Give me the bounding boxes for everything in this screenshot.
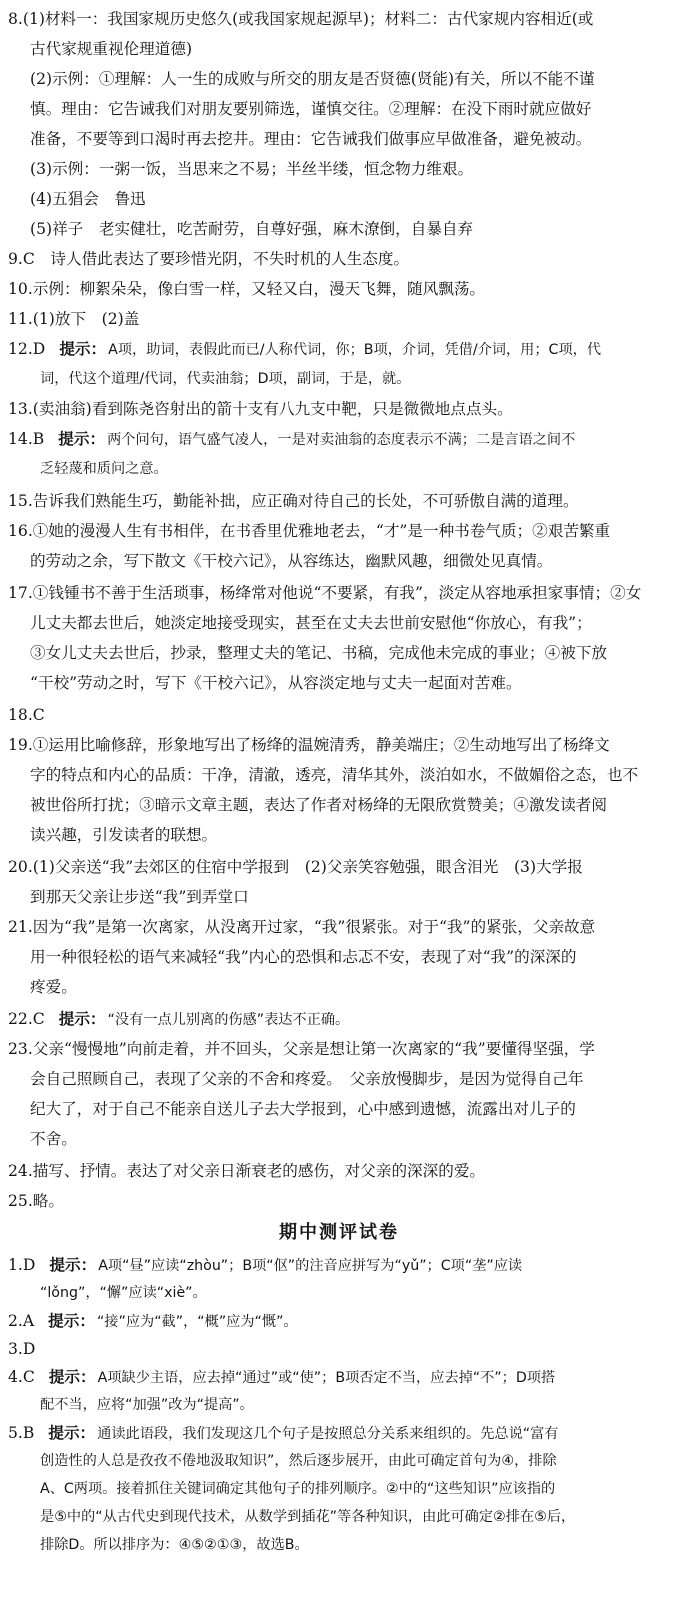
answer-22-hint: “没有一点儿别离的伤感”表达不正确。 <box>107 1012 350 1028</box>
mid-answer-1 <box>8 1250 672 1280</box>
hint-label: 提示： <box>58 1010 106 1028</box>
hint-label: 提示： <box>49 1256 97 1274</box>
mid-answer-2-hint: “接”应为“截”，“概”应为“慨”。 <box>96 1314 298 1330</box>
answer-23-cont2: 纪大了，对于自己不能亲自送儿子去大学报到，心中感到遗憾，流露出对儿子的 <box>30 1100 576 1118</box>
mid-answer-1-hint-cont: “lǒng”，“懈”应读“xiè”。 <box>40 1285 207 1301</box>
mid-answer-4-choice: 4.C <box>8 1368 35 1386</box>
answer-20: 20.(1)父亲送“我”去郊区的住宿中学报到 (2)父亲笑容勉强，眼含泪光 (3)大学报 <box>8 858 583 876</box>
mid-answer-2 <box>8 1306 672 1336</box>
answer-18: 18.C <box>8 706 45 724</box>
answer-8-4: (4)五猖会 鲁迅 <box>30 190 146 208</box>
mid-answer-4 <box>8 1362 672 1392</box>
mid-answer-4-hint: A项缺少主语，应去掉“通过”或“使”；B项否定不当，应去掉“不”；D项搭 <box>97 1370 556 1386</box>
answer-12 <box>8 334 672 364</box>
answer-23-cont3: 不舍。 <box>30 1130 77 1148</box>
answer-19: 19.①运用比喻修辞，形象地写出了杨绛的温婉清秀，静美端庄；②生动地写出了杨绛文 <box>8 736 610 754</box>
answer-22 <box>8 1004 672 1034</box>
answer-12-hint-cont: 词，代这个道理/代词，代卖油翁；D项，副词，于是，就。 <box>40 371 411 387</box>
answer-19-cont: 字的特点和内心的品质：干净，清澈，透亮，清华其外，淡泊如水，不做媚俗之态，也不 <box>30 766 639 784</box>
hint-label: 提示： <box>59 340 107 358</box>
section-title: 期中测评试卷 <box>279 1222 399 1243</box>
answer-12-hint: A项，助词，表假此而已/人称代词，你；B项，介词，凭借/介词，用；C项，代 <box>108 342 602 358</box>
answer-14-hint-cont: 乏轻蔑和质问之意。 <box>40 461 168 477</box>
answer-8-3: (3)示例：一粥一饭，当思来之不易；半丝半缕，恒念物力维艰。 <box>30 160 474 178</box>
answer-8-2-cont2: 准备，不要等到口渴时再去挖井。理由：它告诫我们做事应早做准备，避免被动。 <box>30 130 592 148</box>
answer-17-cont2: ③女儿丈夫去世后，抄录，整理丈夫的笔记、书稿，完成他未完成的事业；④被下放 <box>30 644 607 662</box>
answer-14 <box>8 424 672 454</box>
answer-23: 23.父亲“慢慢地”向前走着，并不回头，父亲是想让第一次离家的“我”要懂得坚强，学 <box>8 1040 595 1058</box>
answer-24: 24.描写、抒情。表达了对父亲日渐衰老的感伤，对父亲的深深的爱。 <box>8 1162 486 1180</box>
answer-8-2-cont: 慎。理由：它告诫我们对朋友要别筛选，谨慎交往。②理解：在没下雨时就应做好 <box>30 100 592 118</box>
answer-11: 11.(1)放下 (2)盖 <box>8 310 140 328</box>
answer-12-choice: 12.D <box>8 340 46 358</box>
answer-16: 16.①她的漫漫人生有书相伴，在书香里优雅地老去，“才”是一种书卷气质；②艰苦繁重 <box>8 522 611 540</box>
hint-label: 提示： <box>48 1312 95 1330</box>
mid-answer-5-hint-cont: 创造性的人总是孜孜不倦地汲取知识”，然后逐步展开，由此可确定首句为④，排除 <box>40 1453 557 1469</box>
answer-19-cont3: 读兴趣，引发读者的联想。 <box>30 826 218 844</box>
mid-answer-4-hint-cont: 配不当，应将“加强”改为“提高”。 <box>40 1397 254 1413</box>
mid-answer-5 <box>8 1418 672 1448</box>
answer-17-cont3: “干校”劳动之时，写下《干校六记》，从容淡定地与丈夫一起面对苦难。 <box>30 674 522 692</box>
hint-label: 提示： <box>58 430 106 448</box>
answer-19-cont2: 被世俗所打扰；③暗示文章主题，表达了作者对杨绛的无限欣赏赞美；④激发读者阅 <box>30 796 607 814</box>
answer-22-choice: 22.C <box>8 1010 45 1028</box>
answer-21-cont: 用一种很轻松的语气来减轻“我”内心的恐惧和忐忑不安，表现了对“我”的深深的 <box>30 948 577 966</box>
answer-25: 25.略。 <box>8 1192 64 1210</box>
answer-20-cont: 到那天父亲让步送“我”到弄堂口 <box>30 888 249 906</box>
answer-8-5: (5)祥子 老实健壮，吃苦耐劳，自尊好强，麻木潦倒，自暴自弃 <box>30 220 474 238</box>
answer-14-hint: 两个问句，语气盛气凌人，一是对卖油翁的态度表示不满；二是言语之间不 <box>107 432 576 448</box>
mid-answer-5-hint-cont3: 是⑤中的“从古代史到现代技术，从数学到插花”等各种知识，由此可确定②排在⑤后， <box>40 1509 576 1525</box>
answer-13: 13.(卖油翁)看到陈尧咨射出的箭十支有八九支中靶，只是微微地点点头。 <box>8 400 513 418</box>
mid-answer-5-hint-cont2: A、C两项。接着抓住关键词确定其他句子的排列顺序。②中的“这些知识”应该指的 <box>40 1481 556 1497</box>
answer-21-cont2: 疼爱。 <box>30 978 77 996</box>
answer-17-cont: 儿丈夫都去世后，她淡定地接受现实，甚至在丈夫去世前安慰他“你放心，有我”； <box>30 614 592 632</box>
mid-answer-3: 3.D <box>8 1340 36 1358</box>
answer-8-1: 8.(1)材料一：我国家规历史悠久(或我国家规起源早)；材料二：古代家规内容相近(或 <box>8 10 594 28</box>
hint-label: 提示： <box>48 1424 96 1442</box>
mid-answer-2-choice: 2.A <box>8 1312 35 1330</box>
answer-15: 15.告诉我们熟能生巧，勤能补拙，应正确对待自己的长处，不可骄傲自满的道理。 <box>8 492 579 510</box>
answer-9: 9.C 诗人借此表达了要珍惜光阴，不失时机的人生态度。 <box>8 250 410 268</box>
mid-answer-5-choice: 5.B <box>8 1424 35 1442</box>
mid-answer-1-hint: A项“昼”应读“zhòu”；B项“伛”的注音应拼写为“yǔ”；C项“垄”应读 <box>98 1258 523 1274</box>
answer-14-choice: 14.B <box>8 430 45 448</box>
mid-answer-5-hint-cont4: 排除D。所以排序为：④⑤②①③，故选B。 <box>40 1537 309 1553</box>
answer-21: 21.因为“我”是第一次离家，从没离开过家，“我”很紧张。对于“我”的紧张，父亲故意 <box>8 918 596 936</box>
answer-16-cont: 的劳动之余，写下散文《干校六记》，从容练达，幽默风趣，细微处见真情。 <box>30 552 553 570</box>
hint-label: 提示： <box>48 1368 96 1386</box>
answer-17: 17.①钱锺书不善于生活琐事，杨绛常对他说“不要紧，有我”，淡定从容地承担家事情；②女 <box>8 584 642 602</box>
answer-8-2: (2)示例：①理解：人一生的成败与所交的朋友是否贤德(贤能)有关，所以不能不谨 <box>30 70 595 88</box>
answer-8-1-cont: 古代家规重视伦理道德) <box>30 40 193 58</box>
mid-answer-1-choice: 1.D <box>8 1256 36 1274</box>
answer-10: 10.示例：柳絮朵朵，像白雪一样，又轻又白，漫天飞舞，随风飘荡。 <box>8 280 486 298</box>
mid-answer-5-hint: 通读此语段，我们发现这几个句子是按照总分关系来组织的。先总说“富有 <box>97 1426 559 1442</box>
answer-23-cont: 会自己照顾自己，表现了父亲的不舍和疼爱。 父亲放慢脚步，是因为觉得自己年 <box>30 1070 584 1088</box>
